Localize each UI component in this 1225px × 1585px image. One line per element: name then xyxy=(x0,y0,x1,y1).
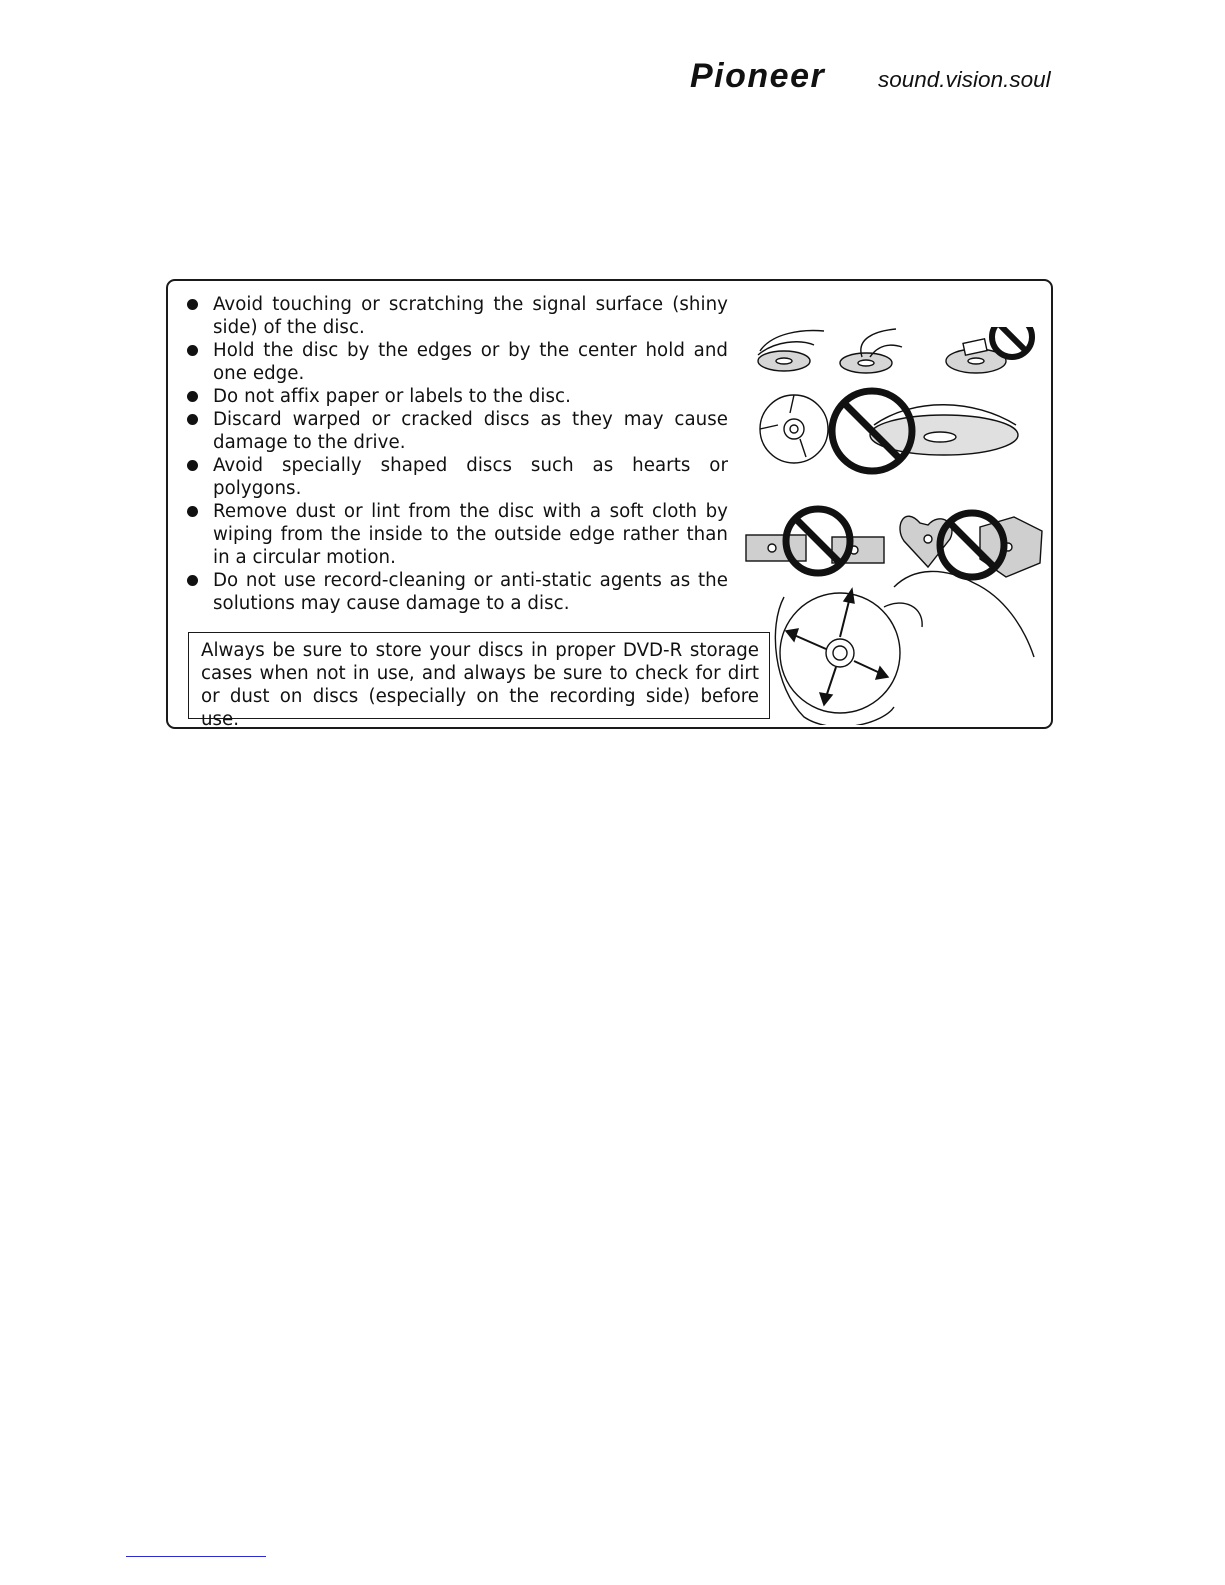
footer-rule xyxy=(126,1556,266,1557)
disc-care-list xyxy=(186,293,728,615)
care-item-text: Hold the disc by the edges or by the center hold and one edge. xyxy=(213,340,728,384)
care-item-text: Discard warped or cracked discs as they may cause damage to the drive. xyxy=(213,409,728,453)
storage-note-text: Always be sure to store your discs in proper DVD-R storage cases when not in use, and always be sure to check for dirt or dust on discs (especially on the recording side) before use. xyxy=(201,640,759,730)
prohibited-icon xyxy=(992,327,1032,357)
disc-handling-illustrations xyxy=(744,327,1050,725)
bullet-icon xyxy=(187,345,198,356)
care-item xyxy=(186,454,728,500)
care-item-text: Do not affix paper or labels to the disc. xyxy=(213,386,571,407)
disc-care-panel xyxy=(166,279,1053,729)
care-item-text: Avoid touching or scratching the signal surface (shiny side) of the disc. xyxy=(213,294,728,338)
care-item xyxy=(186,385,728,408)
bullet-icon xyxy=(187,391,198,402)
bullet-icon xyxy=(187,506,198,517)
care-item xyxy=(186,569,728,615)
bullet-icon xyxy=(187,414,198,425)
bullet-icon xyxy=(187,299,198,310)
care-item-text: Avoid specially shaped discs such as hearts or polygons. xyxy=(213,455,728,499)
hold-by-center-illustration xyxy=(840,329,902,373)
bullet-icon xyxy=(187,575,198,586)
cracked-disc-illustration xyxy=(760,395,828,463)
care-item xyxy=(186,293,728,339)
brand-tagline: sound.vision.soul xyxy=(878,67,1051,92)
care-item xyxy=(186,408,728,454)
hold-by-edges-illustration xyxy=(758,331,824,371)
care-item xyxy=(186,339,728,385)
pioneer-logo xyxy=(690,58,1065,98)
care-item xyxy=(186,500,728,569)
bullet-icon xyxy=(187,460,198,471)
brand-wordmark: Pioneer xyxy=(690,58,826,95)
wiping-disc-illustration xyxy=(775,571,1034,725)
storage-note-box xyxy=(188,632,770,730)
care-item-text: Do not use record-cleaning or anti-static agents as the solutions may cause damage to a disc. xyxy=(213,570,728,614)
label-on-disc-illustration xyxy=(946,339,1006,373)
care-item-text: Remove dust or lint from the disc with a soft cloth by wiping from the inside to the outside edge rather than in a circular motion. xyxy=(213,501,728,568)
